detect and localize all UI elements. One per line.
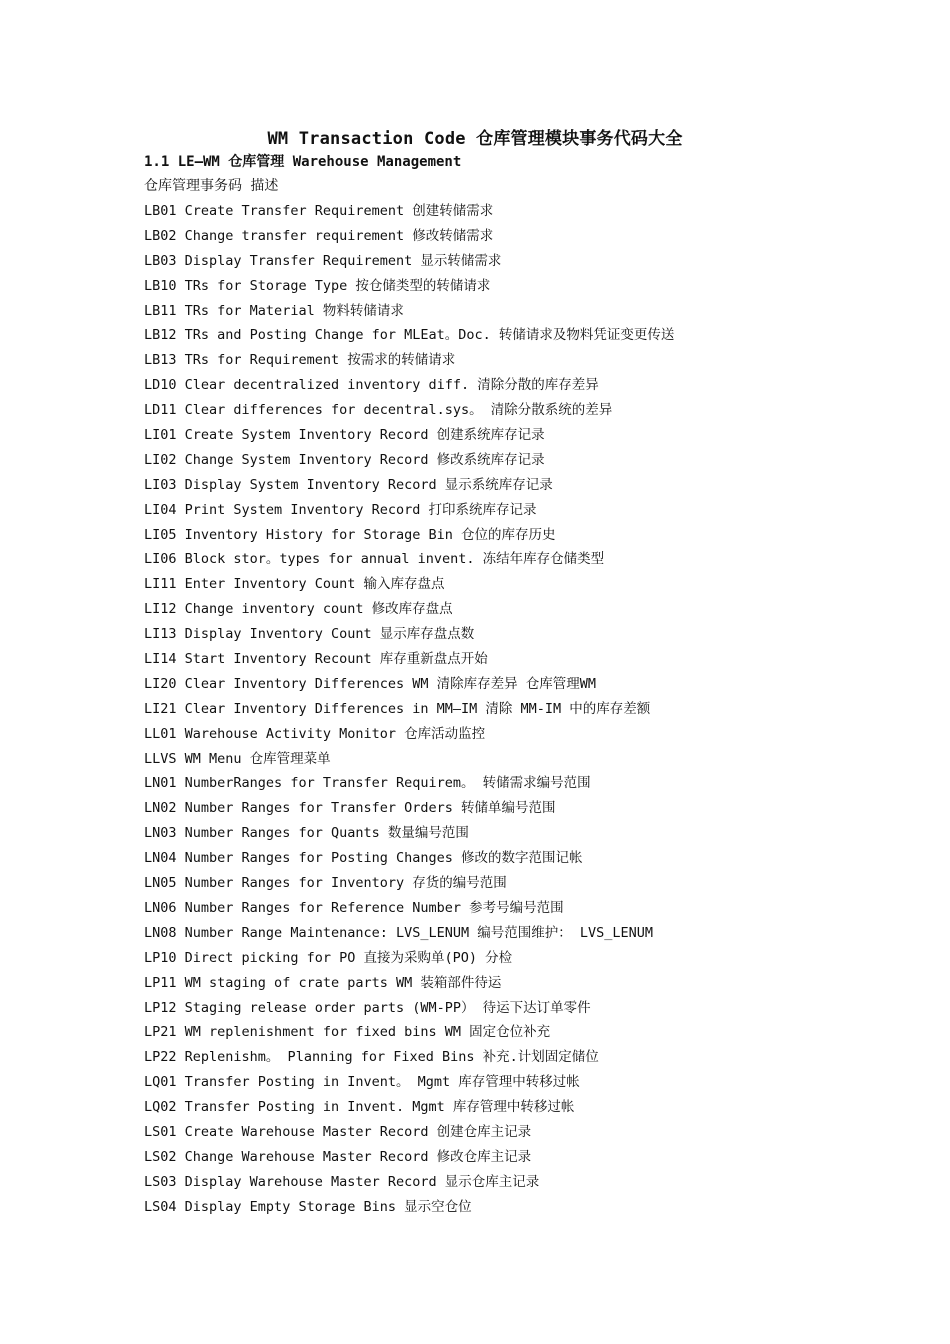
list-item xyxy=(144,672,844,697)
transaction-code: LI02 xyxy=(144,451,177,468)
transaction-description: Clear Inventory Differences WM 清除库存差异 仓库管理WM xyxy=(184,675,596,692)
list-item xyxy=(144,448,844,473)
transaction-description: Number Ranges for Reference Number 参考号编号范围 xyxy=(184,899,564,916)
list-item xyxy=(144,423,844,448)
transaction-code: LI14 xyxy=(144,651,177,668)
transaction-description: NumberRanges for Transfer Requirem。 转储需求编号范围 xyxy=(184,775,591,792)
transaction-code: LB11 xyxy=(144,302,177,319)
document-title: WM Transaction Code 仓库管理模块事务代码大全 xyxy=(267,129,683,149)
transaction-code: LB01 xyxy=(144,203,177,219)
transaction-description: Clear Inventory Differences in MM—IM 清除 MM-IM 中的库存差额 xyxy=(184,700,651,717)
list-item xyxy=(144,1045,844,1070)
list-item xyxy=(144,747,844,772)
transaction-description: Number Range Maintenance: LVS_LENUM 编号范围维护： LVS_LENUM xyxy=(184,924,654,941)
transaction-description: Staging release order parts (WM-PP） 待运下达订单零件 xyxy=(184,999,591,1016)
list-item xyxy=(144,697,844,722)
transaction-description: WM staging of crate parts WM 装箱部件待运 xyxy=(184,974,502,991)
transaction-code: LN08 xyxy=(144,924,177,941)
list-item xyxy=(144,971,844,996)
list-item xyxy=(144,946,844,971)
transaction-description: Display Inventory Count 显示库存盘点数 xyxy=(184,626,475,643)
transaction-description: Transfer Posting in Invent. Mgmt 库存管理中转移过帐 xyxy=(184,1099,575,1116)
list-item xyxy=(144,771,844,796)
transaction-description: Enter Inventory Count 输入库存盘点 xyxy=(184,576,445,593)
transaction-description: Start Inventory Recount 库存重新盘点开始 xyxy=(184,651,488,668)
transaction-description: TRs for Requirement 按需求的转储请求 xyxy=(184,352,456,369)
transaction-description: Clear differences for decentral.sys。 清除分散系统的差异 xyxy=(184,402,613,419)
transaction-code: LB03 xyxy=(144,252,177,269)
transaction-code: LN04 xyxy=(144,850,177,867)
list-item xyxy=(144,1145,844,1170)
list-item xyxy=(144,199,844,224)
document-body xyxy=(144,150,844,1220)
list-item xyxy=(144,572,844,597)
transaction-description: Direct picking for PO 直接为采购单(PO) 分检 xyxy=(184,949,513,966)
transaction-code: LI11 xyxy=(144,576,177,593)
transaction-description: Display System Inventory Record 显示系统库存记录 xyxy=(184,476,553,493)
transaction-code: LQ02 xyxy=(144,1099,177,1116)
list-item xyxy=(144,921,844,946)
transaction-code: LI03 xyxy=(144,476,177,493)
transaction-description: Change inventory count 修改库存盘点 xyxy=(184,601,453,618)
transaction-code: LB13 xyxy=(144,352,177,369)
transaction-code: LI12 xyxy=(144,601,177,618)
transaction-code: LN03 xyxy=(144,825,177,842)
list-item xyxy=(144,1120,844,1145)
list-item xyxy=(144,547,844,572)
list-item xyxy=(144,523,844,548)
list-item xyxy=(144,722,844,747)
transaction-code: LLVS xyxy=(144,750,177,767)
transaction-code: LI21 xyxy=(144,700,177,717)
list-item xyxy=(144,622,844,647)
transaction-description: WM Menu 仓库管理菜单 xyxy=(184,750,331,767)
transaction-code: LL01 xyxy=(144,725,177,742)
list-item xyxy=(144,996,844,1021)
transaction-description: Transfer Posting in Invent。 Mgmt 库存管理中转移过帐 xyxy=(184,1074,580,1091)
list-item xyxy=(144,373,844,398)
transaction-code: LQ01 xyxy=(144,1074,177,1091)
transaction-code: LB12 xyxy=(144,327,177,344)
section-heading: 1.1 LE—WM 仓库管理 Warehouse Management xyxy=(144,154,462,170)
transaction-description: TRs and Posting Change for MLEat。Doc. 转储请求及物料凭证变更传送 xyxy=(184,327,675,344)
list-item xyxy=(144,871,844,896)
transaction-code: LD11 xyxy=(144,402,177,419)
transaction-description: Change Warehouse Master Record 修改仓库主记录 xyxy=(184,1148,532,1165)
transaction-code: LD10 xyxy=(144,377,177,394)
transaction-code: LN05 xyxy=(144,875,177,892)
transaction-code-list xyxy=(144,199,844,1220)
transaction-description: Number Ranges for Inventory 存货的编号范围 xyxy=(184,875,507,892)
list-item xyxy=(144,1020,844,1045)
transaction-description: Number Ranges for Posting Changes 修改的数字范围记帐 xyxy=(184,850,583,867)
list-item xyxy=(144,846,844,871)
list-item xyxy=(144,498,844,523)
list-item xyxy=(144,796,844,821)
list-item xyxy=(144,647,844,672)
transaction-description: Print System Inventory Record 打印系统库存记录 xyxy=(184,501,537,518)
transaction-description: Change transfer requirement 修改转储需求 xyxy=(184,227,494,244)
transaction-description: Number Ranges for Transfer Orders 转储单编号范围 xyxy=(184,800,556,817)
list-item xyxy=(144,473,844,498)
transaction-description: Display Warehouse Master Record 显示仓库主记录 xyxy=(184,1173,540,1190)
list-item xyxy=(144,1170,844,1195)
transaction-code: LI05 xyxy=(144,526,177,543)
transaction-description: Display Transfer Requirement 显示转储需求 xyxy=(184,252,502,269)
list-item xyxy=(144,224,844,249)
transaction-code: LN06 xyxy=(144,899,177,916)
list-item xyxy=(144,1195,844,1220)
transaction-description: Create Warehouse Master Record 创建仓库主记录 xyxy=(184,1123,532,1140)
transaction-description: Warehouse Activity Monitor 仓库活动监控 xyxy=(184,725,486,742)
transaction-description: WM replenishment for fixed bins WM 固定仓位补充 xyxy=(184,1024,551,1041)
transaction-code: LS01 xyxy=(144,1123,177,1140)
transaction-description: Display Empty Storage Bins 显示空仓位 xyxy=(184,1198,472,1215)
transaction-description: TRs for Storage Type 按仓储类型的转储请求 xyxy=(184,277,491,294)
transaction-code: LB02 xyxy=(144,227,177,244)
list-item xyxy=(144,896,844,921)
list-item xyxy=(144,299,844,324)
transaction-code: LP11 xyxy=(144,974,177,991)
list-item xyxy=(144,323,844,348)
transaction-description: Block stor。types for annual invent. 冻结年库存仓储类型 xyxy=(184,551,605,568)
transaction-code: LS04 xyxy=(144,1198,177,1215)
transaction-description: Change System Inventory Record 修改系统库存记录 xyxy=(184,451,545,468)
transaction-description: Create System Inventory Record 创建系统库存记录 xyxy=(184,427,545,444)
list-item xyxy=(144,249,844,274)
transaction-code: LP12 xyxy=(144,999,177,1016)
transaction-code: LS02 xyxy=(144,1148,177,1165)
transaction-code: LI13 xyxy=(144,626,177,643)
transaction-code: LI04 xyxy=(144,501,177,518)
list-item xyxy=(144,398,844,423)
list-item xyxy=(144,274,844,299)
column-header: 仓库管理事务码 描述 xyxy=(144,178,279,194)
list-item xyxy=(144,1095,844,1120)
transaction-code: LI20 xyxy=(144,675,177,692)
transaction-description: Inventory History for Storage Bin 仓位的库存历史 xyxy=(184,526,556,543)
transaction-code: LI06 xyxy=(144,551,177,568)
transaction-description: Create Transfer Requirement 创建转储需求 xyxy=(184,203,494,219)
list-item xyxy=(144,348,844,373)
transaction-code: LN02 xyxy=(144,800,177,817)
transaction-code: LP21 xyxy=(144,1024,177,1041)
transaction-code: LI01 xyxy=(144,427,177,444)
list-item xyxy=(144,1070,844,1095)
transaction-description: Replenishm。 Planning for Fixed Bins 补充.计划固定储位 xyxy=(184,1049,599,1066)
transaction-code: LB10 xyxy=(144,277,177,294)
transaction-code: LS03 xyxy=(144,1173,177,1190)
transaction-code: LP10 xyxy=(144,949,177,966)
transaction-code: LN01 xyxy=(144,775,177,792)
list-item xyxy=(144,597,844,622)
transaction-description: Clear decentralized inventory diff. 清除分散的库存差异 xyxy=(184,377,599,394)
transaction-description: Number Ranges for Quants 数量编号范围 xyxy=(184,825,469,842)
list-item xyxy=(144,821,844,846)
transaction-description: TRs for Material 物料转储请求 xyxy=(184,302,404,319)
transaction-code: LP22 xyxy=(144,1049,177,1066)
